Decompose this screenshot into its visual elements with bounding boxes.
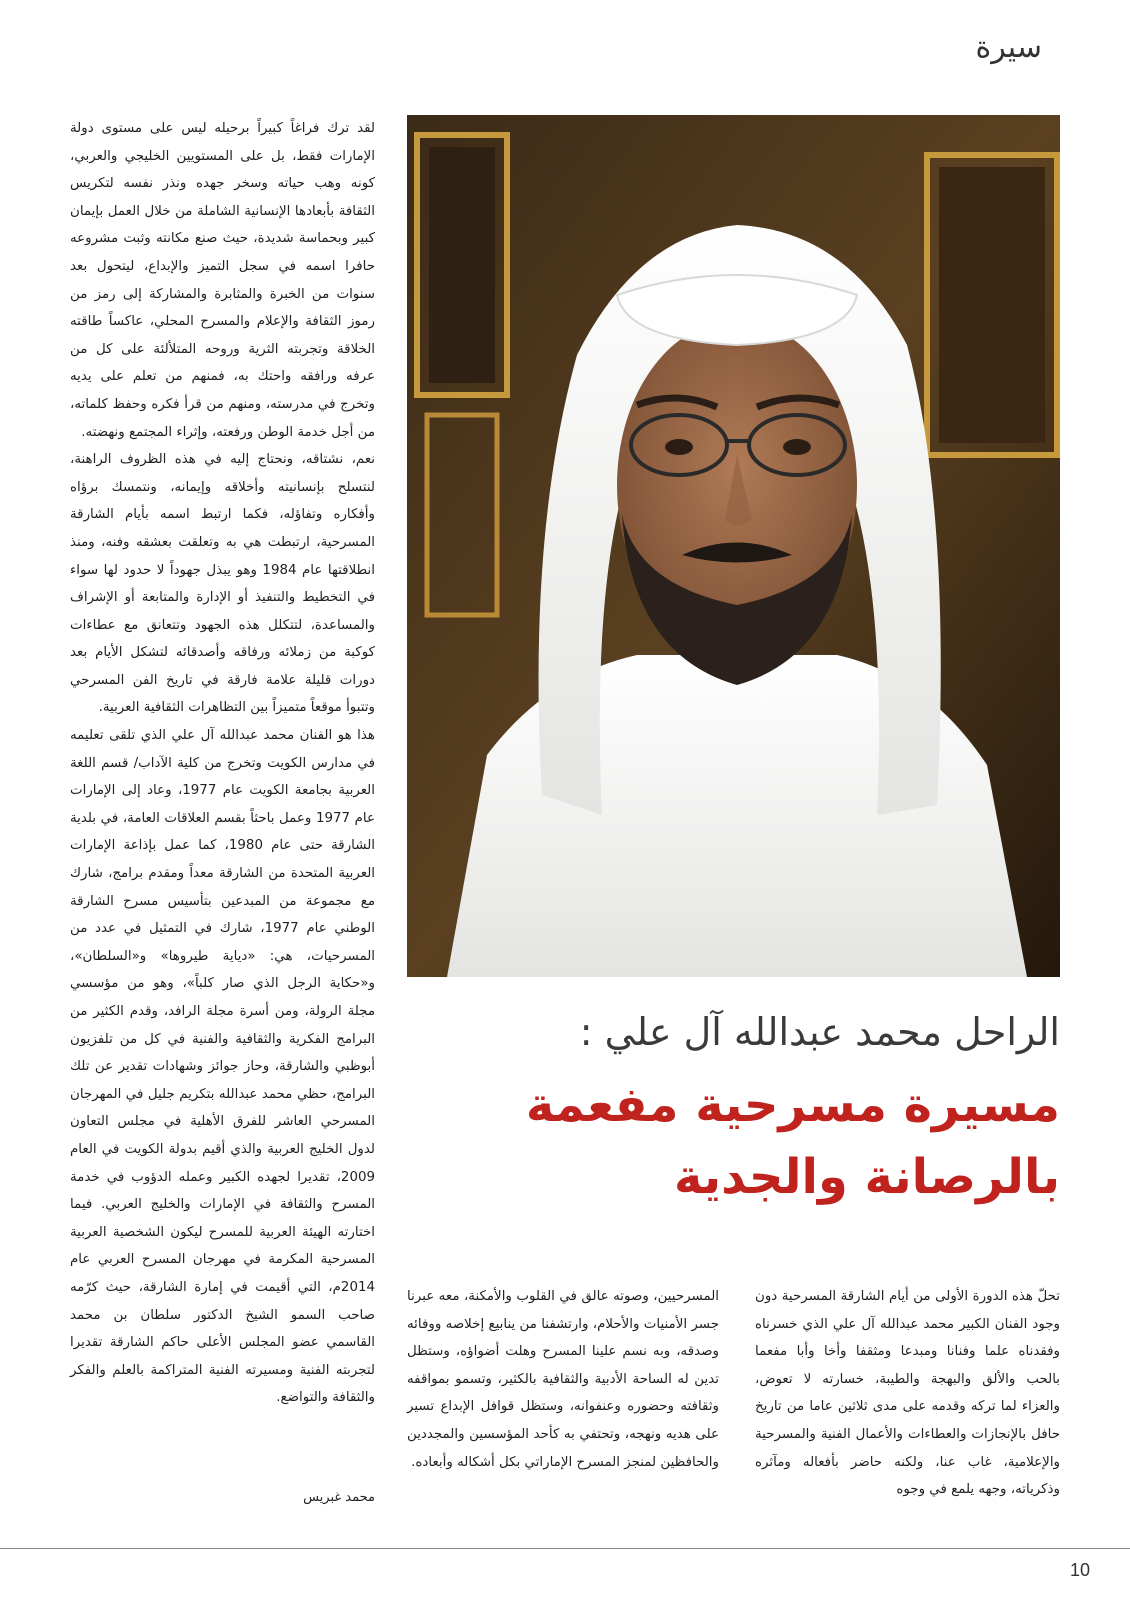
article-column-bottom-right: [755, 1283, 1060, 1504]
author-signature: محمد غبريس: [303, 1490, 375, 1505]
headline-title: [420, 1069, 1060, 1213]
paragraph: لقد ترك فراغاً كبيراً برحيله ليس على مستوى دولة الإمارات فقط، بل على المستويين الخليجي والعربي، كونه وهب حياته وسخر جهده ونذر نفسه لتكريس الثقافة بأبعادها الإنسانية الشاملة من خلال العمل بإيمان كبير وبحماسة شديدة، حيث صنع مكانته وثبت مشروعه حافرا اسمه في سجل التميز والإبداع، ليتحول بعد سنوات من الخبرة والمثابرة والمشاركة إلى رمز من رموز الثقافة والإعلام والمسرح المحلي، عاكساً طاقته الخلاقة وتجربته الثرية وروحه المتلألئة على كل من عرفه ورافقه واحتك به، فمنهم من تعلم على يديه وتخرج في مدرسته، ومنهم من قرأ فكره وحفظ كلماته، من أجل خدمة الوطن ورفعته، وإثراء المجتمع ونهضته.: [70, 121, 375, 440]
paragraph: نعم، نشتاقه، ونحتاج إليه في هذه الظروف الراهنة، لنتسلح بإنسانيته وأخلاقه وإيمانه، ونتمسك برؤاه وأفكاره وتفاؤله، فكما ارتبط اسمه بأيام الشارقة المسرحية، ارتبطت هي به وتعلقت بعشقه وفنه، ومنذ انطلاقتها عام 1984 وهو يبذل جهوداً لا حدود لها سواء في التخطيط والتنفيذ أو الإدارة والمتابعة أو الإشراف والمساعدة، لتتكلل هذه الجهود وتتعانق مع عطاءات كوكبة من زملائه ورفاقه وأصدقائه لتشكل الأيام بعد دورات قليلة علامة فارقة في تاريخ الفن المسرحي وتتبوأ موقعاً متميزاً بين التظاهرات الثقافية العربية.: [70, 452, 375, 716]
paragraph: المسرحيين، وصوته عالق في القلوب والأمكنة، معه عبرنا جسر الأمنيات والأحلام، وارتشفنا من ينابيع إخلاصه ووفائه وصدقه، وبه نسم علينا المسرح وهلت أضواؤه، وستظل تدين له الساحة الأدبية والثقافية بالكثير، وتسمو بمواقفه وثقافته وحضوره وعنفوانه، وستظل قوافل الإبداع تسير على هديه ونهجه، وتحتفي به كأحد المؤسسين والمجددين والحافظين لمنجز المسرح الإماراتي بكل أشكاله وأبعاده.: [407, 1289, 719, 1470]
article-column-bottom-middle: [407, 1283, 719, 1476]
headline: [420, 1005, 1060, 1213]
paragraph: تحلّ هذه الدورة الأولى من أيام الشارقة المسرحية دون وجود الفنان الكبير محمد عبدالله آل علي الذي خسرناه وفقدناه علما وفنانا ومبدعا ومثقفا وأخا وأبا مفعما بالحب والألق والبهجة والطيبة، خسارته لا تعوض، والعزاء لما تركه وقدمه على مدى ثلاثين عاما من تاريخ حافل بالإنجازات والعطاءات والأعمال الفنية والمسرحية والإعلامية، غاب عنا، ولكنه حاضر بأفعاله ومآثره وذكرياته، وجهه يلمع في وجوه: [755, 1289, 1060, 1498]
article-column-left: [70, 115, 375, 1412]
section-label: سيرة: [975, 30, 1042, 65]
paragraph: هذا هو الفنان محمد عبدالله آل علي الذي تلقى تعليمه في مدارس الكويت وتخرج من كلية الآداب/ قسم اللغة العربية بجامعة الكويت عام 1977، وعاد إلى الإمارات عام 1977 وعمل باحثاً بقسم العلاقات العامة، في بلدية الشارقة حتى عام 1980، كما عمل بإذاعة الإمارات العربية المتحدة من الشارقة معداً ومقدم برامج، شارك مع مجموعة من المبدعين بتأسيس مسرح الشارقة الوطني عام 1977، شارك في التمثيل في عدد من المسرحيات، هي: «دياية طيروها» و«السلطان»، و«حكاية الرجل الذي صار كلباً»، وهو من مؤسسي مجلة الرولة، ومن أسرة مجلة الرافد، وقدم الكثير من البرامج الفكرية والثقافية والفنية في كل من تلفزيون أبوظبي والشارقة، وحاز جوائز وشهادات تقدير عن تلك البرامج، حظي محمد عبدالله بتكريم جليل في المهرجان المسرحي العاشر للفرق الأهلية في مجلس التعاون لدول الخليج العربية والذي أقيم بدولة الكويت في العام 2009، تقديرا لجهده الكبير وعمله الدؤوب في خدمة المسرح والثقافة في الإمارات والخليج العربي. فيما اختارته الهيئة العربية للمسرح ليكون الشخصية العربية المسرحية المكرمة في مهرجان المسرح العربي عام 2014م، التي أقيمت في إمارة الشارقة، حيث كرّمه صاحب السمو الشيخ الدكتور سلطان بن محمد القاسمي عضو المجلس الأعلى حاكم الشارقة تقديرا لتجربته الفنية ومسيرته الفنية المتراكمة بالعلم والفكر والثقافة والتواضع.: [70, 728, 376, 1406]
portrait-photo: [407, 115, 1060, 977]
footer-divider: [0, 1548, 1130, 1549]
headline-title-line: مسيرة مسرحية مفعمة: [525, 1077, 1060, 1133]
headline-subtitle: الراحل محمد عبدالله آل علي :: [579, 1010, 1060, 1054]
headline-title-line: بالرصانة والجدية: [674, 1149, 1060, 1205]
page-number: 10: [1069, 1560, 1090, 1580]
